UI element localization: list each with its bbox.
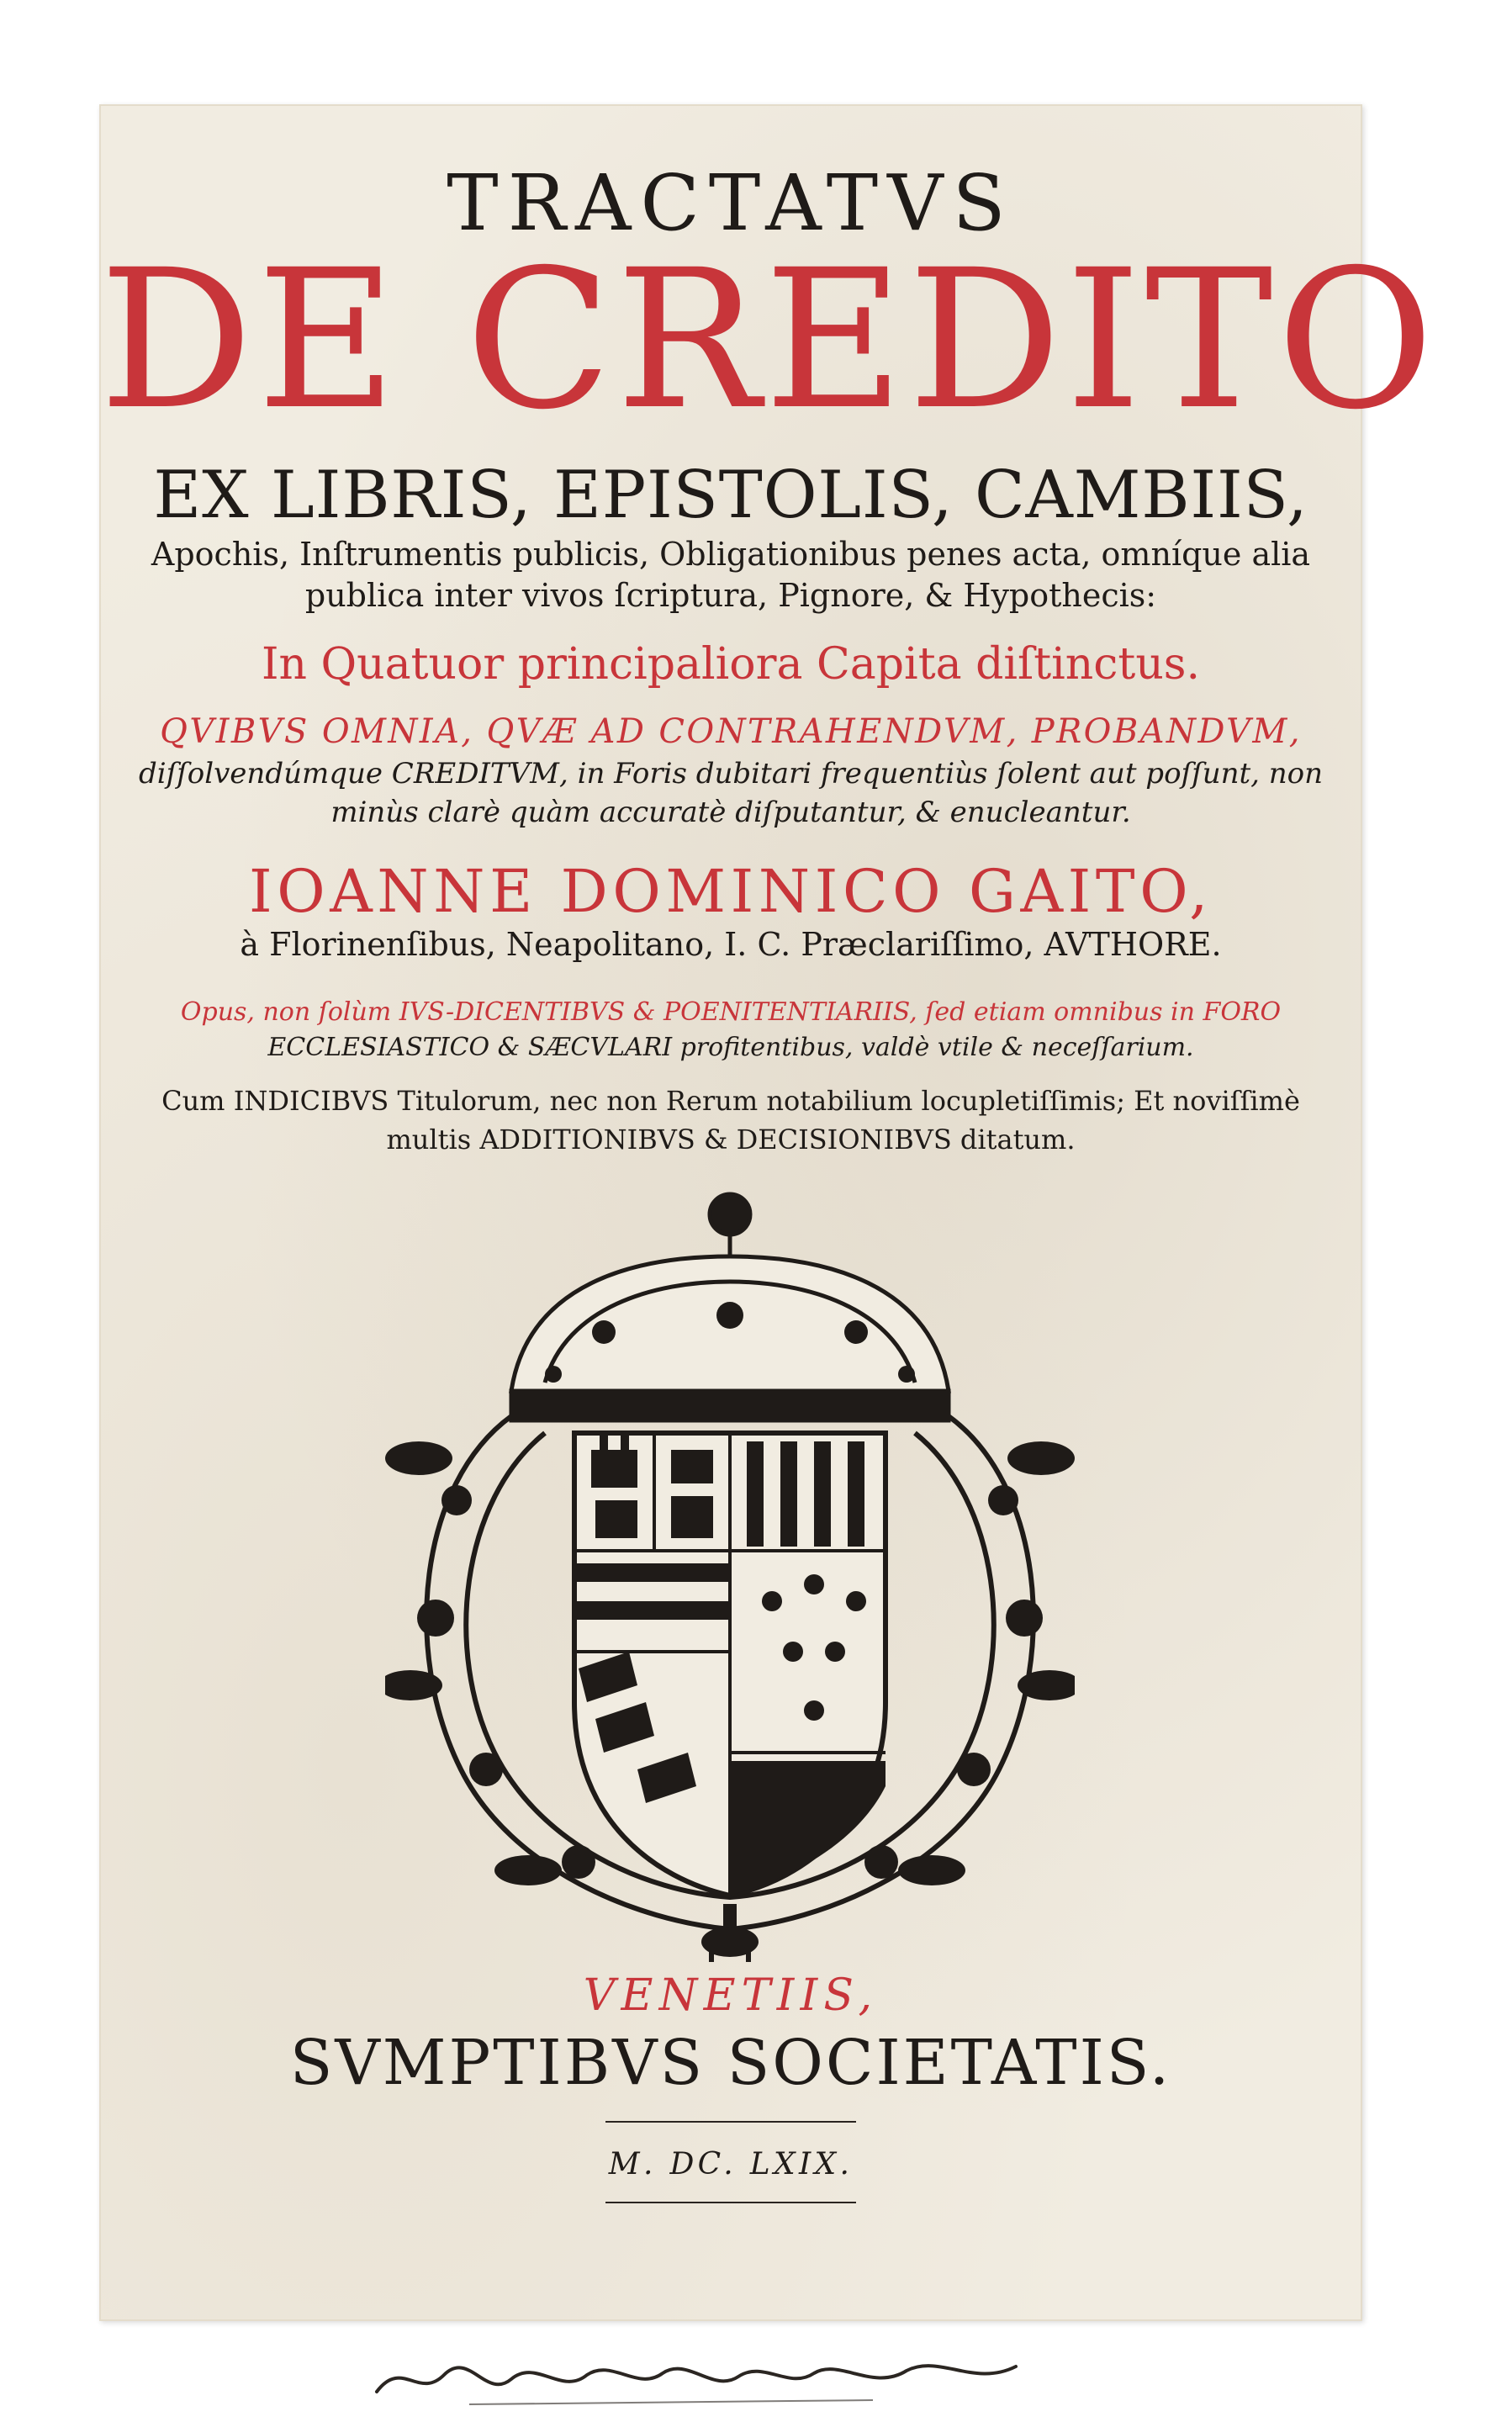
subtitle-line-quatuor: In Quatuor principaliora Capita diſtinctus. (261, 639, 1201, 690)
opus-line: Opus, non ſolùm IVS-DICENTIBVS & POENITENTIARIIS, ſed etiam omnibus in FORO (180, 997, 1282, 1027)
subtitle-line-publica: publica inter vivos ſcriptura, Pignore, & Hypothecis: (304, 577, 1157, 614)
coat-of-arms-icon (385, 1181, 1075, 1963)
title-line-ex-libris: EX LIBRIS, EPISTOLIS, CAMBIIS, (153, 457, 1308, 533)
title-page (99, 104, 1438, 2321)
subtitle-line-dissolvendum: diſſolvendúmque CREDITVM, in Foris dubitari frequentiùs ſolent aut poſſunt, non (138, 757, 1324, 791)
rule-bottom (605, 2202, 856, 2203)
additions-line: multis ADDITIONIBVS & DECISIONIBVS ditatum. (386, 1124, 1076, 1155)
imprint-city: VENETIIS, (583, 1970, 879, 2021)
subtitle-line-minus: minùs clarè quàm accuratè diſputantur, & enucleantur. (330, 796, 1131, 829)
imprint-publisher: SVMPTIBVS SOCIETATIS. (289, 2027, 1172, 2099)
subtitle-line-quibus: QVIBVS OMNIA, QVÆ AD CONTRAHENDVM, PROBANDVM, (160, 712, 1302, 751)
ecclesiastico-line: ECCLESIASTICO & SÆCVLARI profitentibus, valdè vtile & neceſſarium. (267, 1033, 1194, 1062)
imprint-year: M. DC. LXIX. (608, 2147, 854, 2181)
subtitle-line-apochis: Apochis, Inſtrumentis publicis, Obligationibus penes acta, omníque alia (151, 536, 1311, 573)
author-name: IOANNE DOMINICO GAITO, (249, 857, 1213, 926)
author-description: à Florinenſibus, Neapolitano, I. C. Præclariſſimo, AVTHORE. (240, 926, 1222, 963)
title-line-de-credito: DE CREDITO (99, 228, 1438, 452)
indices-line: Cum INDICIBVS Titulorum, nec non Rerum notabilium locupletiſſimis; Et noviſſimè (161, 1085, 1300, 1117)
rule-top (605, 2121, 856, 2123)
title-line-tractatus: TRACTATVS (447, 158, 1015, 248)
handwritten-signature (368, 2341, 1024, 2417)
